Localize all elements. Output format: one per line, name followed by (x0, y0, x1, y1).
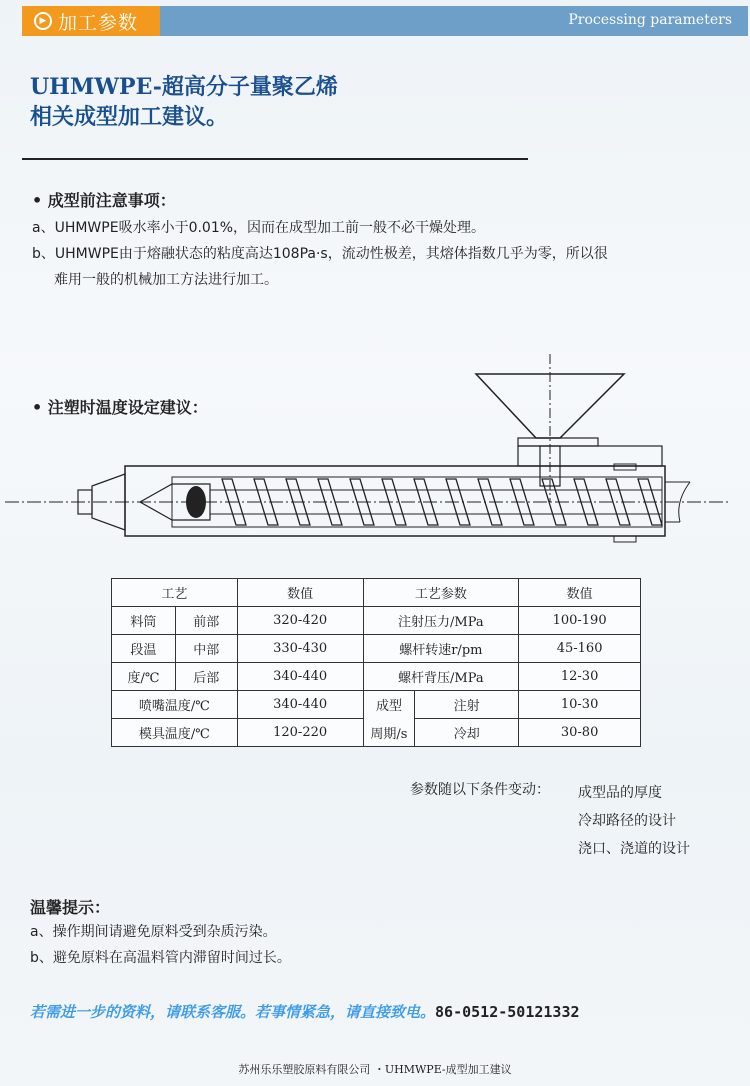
conditions-label: 参数随以下条件变动： (410, 782, 550, 798)
header-value: 数值 (237, 579, 363, 607)
condition-item: 冷却路径的设计 (578, 813, 676, 829)
header-english-label: Processing parameters (568, 12, 732, 28)
front-zone-label: 前部 (175, 607, 237, 635)
conditions-list (578, 779, 690, 863)
arrow-circle-icon: ▶ (34, 12, 52, 30)
heater-band-top (614, 464, 636, 470)
note-a: a、UHMWPE吸水率小于0.01%，因而在成型加工前一般不必干燥处理。 (32, 220, 486, 236)
mold-temp-label: 模具温度/℃ (112, 719, 238, 747)
processing-parameter-table (111, 578, 641, 747)
tip-b: b、避免原料在高温料管内滞留时间过长。 (30, 950, 291, 966)
condition-item: 浇口、浇道的设计 (578, 841, 690, 857)
header-value-2: 数值 (519, 579, 641, 607)
injection-pressure-label: 注射压力/MPa (363, 607, 519, 635)
inject-time-label: 注射 (415, 691, 519, 719)
title-line-2: 相关成型加工建议。 (30, 104, 229, 130)
screw-speed-label: 螺杆转速r/pm (363, 635, 519, 663)
table-row (112, 579, 641, 607)
barrel-label-2: 段温 (112, 635, 176, 663)
middle-zone-label: 中部 (175, 635, 237, 663)
back-pressure-value: 12-30 (519, 663, 641, 691)
note-b-line-1: b、UHMWPE由于熔融状态的粘度高达108Pa·s，流动性极差，其熔体指数几乎为零，所以很 (32, 246, 608, 262)
cool-time-value: 30-80 (519, 719, 641, 747)
screw-speed-value: 45-160 (519, 635, 641, 663)
contact-phone[interactable]: 86-0512-50121332 (435, 1003, 580, 1021)
footer-text: 苏州乐乐塑胶原料有限公司 ・UHMWPE-成型加工建议 (238, 1063, 512, 1076)
pre-molding-notes (32, 215, 608, 293)
nozzle-temp-label: 喷嘴温度/℃ (112, 691, 238, 719)
check-ring (186, 486, 206, 518)
tips-heading: 温馨提示： (30, 898, 111, 917)
injection-machine-diagram (0, 352, 750, 562)
contact-text: 若需进一步的资料，请联系客服。若事情紧急，请直接致电。 (30, 1003, 436, 1021)
cycle-label-2: 周期/s (363, 719, 415, 747)
header-parameter: 工艺参数 (363, 579, 519, 607)
table-row (112, 691, 641, 719)
header-process: 工艺 (112, 579, 238, 607)
nozzle-temp-value: 340-440 (237, 691, 363, 719)
contact-line (30, 1001, 580, 1022)
condition-item: 成型品的厚度 (578, 785, 662, 801)
hopper-flange (518, 438, 598, 446)
cool-time-label: 冷却 (415, 719, 519, 747)
rear-zone-value: 340-440 (237, 663, 363, 691)
section-tag (22, 6, 160, 36)
mold-temp-value: 120-220 (237, 719, 363, 747)
back-pressure-label: 螺杆背压/MPa (363, 663, 519, 691)
temperature-heading: • 注塑时温度设定建议： (32, 398, 208, 417)
pre-molding-heading: • 成型前注意事项： (32, 191, 176, 210)
table-row (112, 663, 641, 691)
note-b-line-2: 难用一般的机械加工方法进行加工。 (54, 272, 278, 288)
barrel-label-3: 度/℃ (112, 663, 176, 691)
title-line-1: UHMWPE-超高分子量聚乙烯 (30, 74, 338, 100)
heater-band-bottom (614, 536, 636, 542)
middle-zone-value: 330-430 (237, 635, 363, 663)
table-row (112, 607, 641, 635)
section-tag-label: 加工参数 (58, 11, 139, 34)
inject-time-value: 10-30 (519, 691, 641, 719)
table-row (112, 635, 641, 663)
tip-a: a、操作期间请避免原料受到杂质污染。 (30, 924, 277, 940)
page-title (30, 72, 338, 132)
rear-zone-label: 后部 (175, 663, 237, 691)
table-row (112, 719, 641, 747)
title-divider (22, 158, 528, 160)
front-zone-value: 320-420 (237, 607, 363, 635)
injection-pressure-value: 100-190 (519, 607, 641, 635)
cycle-label-1: 成型 (363, 691, 415, 719)
tips-list (30, 919, 291, 971)
barrel-label-1: 料筒 (112, 607, 176, 635)
